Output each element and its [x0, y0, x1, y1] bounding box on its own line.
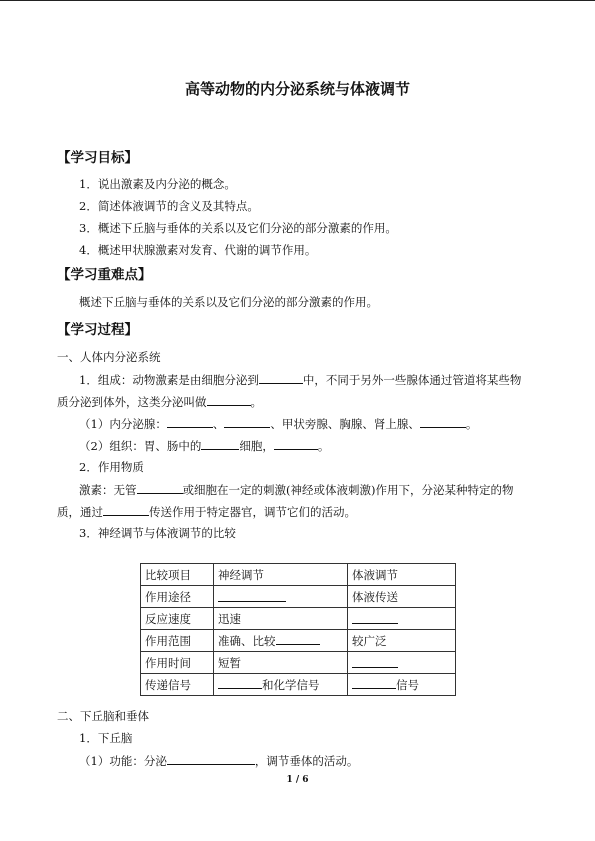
- blank[interactable]: [218, 589, 286, 602]
- table-cell: [348, 652, 456, 674]
- table-cell: 短暂: [214, 652, 348, 674]
- top-rule: [0, 0, 595, 1]
- blank[interactable]: [352, 655, 398, 668]
- table-row: [141, 630, 456, 652]
- table-row: [141, 564, 456, 586]
- blank[interactable]: [137, 481, 183, 494]
- table-row: [141, 652, 456, 674]
- key-text: 概述下丘脑与垂体的关系以及它们分泌的部分激素的作用。: [79, 295, 378, 309]
- comparison-heading: 3．神经调节与体液调节的比较: [79, 526, 236, 540]
- table-cell: 作用时间: [141, 652, 214, 674]
- table-cell: 比较项目: [141, 564, 214, 586]
- blank[interactable]: [276, 632, 320, 645]
- table-cell: 较广泛: [348, 630, 456, 652]
- blank[interactable]: [201, 437, 239, 450]
- blank[interactable]: [224, 415, 270, 428]
- goal-item: 3．概述下丘脑与垂体的关系以及它们分泌的部分激素的作用。: [79, 221, 397, 235]
- hypothalamus-heading: 1．下丘脑: [79, 731, 133, 745]
- goal-item: 1．说出激素及内分泌的概念。: [79, 177, 236, 191]
- table-cell: 迅速: [214, 608, 348, 630]
- part2-heading: 二、下丘脑和垂体: [57, 709, 149, 723]
- table-cell: 神经调节: [214, 564, 348, 586]
- goals-heading: 【学习目标】: [57, 150, 138, 166]
- goal-item: 2．简述体液调节的含义及其特点。: [79, 199, 259, 213]
- table-cell: 体液传送: [348, 586, 456, 608]
- glands-line: （1）内分泌腺： 、 、甲状旁腺、胸腺、肾上腺、 。: [79, 417, 478, 431]
- table-row: [141, 586, 456, 608]
- comparison-table: [140, 563, 456, 696]
- blank[interactable]: [207, 393, 251, 406]
- page-number: 1 / 6: [286, 775, 309, 785]
- function-line: （1）功能：分泌 ，调节垂体的活动。: [79, 754, 359, 768]
- table-cell: 和化学信号: [214, 674, 348, 696]
- blank[interactable]: [420, 415, 466, 428]
- blank[interactable]: [259, 371, 303, 384]
- hormone-line-2: 质，通过 传送作用于特定器官，调节它们的活动。: [57, 505, 356, 519]
- table-cell: 信号: [348, 674, 456, 696]
- goal-item: 4．概述甲状腺激素对发育、代谢的调节作用。: [79, 243, 317, 257]
- blank[interactable]: [352, 611, 398, 624]
- page-title: 高等动物的内分泌系统与体液调节: [184, 80, 410, 98]
- substance-heading: 2．作用物质: [79, 460, 144, 474]
- hormone-line-1: 激素：无管 或细胞在一定的刺激(神经或体液刺激)作用下，分泌某种特定的物: [79, 483, 514, 497]
- table-cell: 作用途径: [141, 586, 214, 608]
- table-cell: 反应速度: [141, 608, 214, 630]
- table-cell: 传递信号: [141, 674, 214, 696]
- composition-line-1: 1．组成：动物激素是由细胞分泌到 中，不同于另外一些腺体通过管道将某些物: [79, 373, 522, 387]
- blank[interactable]: [167, 752, 255, 765]
- table-cell: [348, 608, 456, 630]
- blank[interactable]: [352, 676, 396, 689]
- table-row: [141, 674, 456, 696]
- blank[interactable]: [103, 503, 149, 516]
- blank[interactable]: [274, 437, 318, 450]
- table-row: [141, 608, 456, 630]
- table-cell: 作用范围: [141, 630, 214, 652]
- table-cell: 准确、比较: [214, 630, 348, 652]
- process-heading: 【学习过程】: [57, 322, 138, 338]
- composition-line-2: 质分泌到体外，这类分泌叫做 。: [57, 395, 262, 409]
- blank[interactable]: [218, 676, 262, 689]
- tissue-line: （2）组织：胃、肠中的 细胞， 。: [79, 439, 330, 453]
- part1-heading: 一、人体内分泌系统: [57, 350, 161, 364]
- table-cell: 体液调节: [348, 564, 456, 586]
- blank[interactable]: [167, 415, 213, 428]
- table-cell: [214, 586, 348, 608]
- key-heading: 【学习重难点】: [57, 267, 152, 283]
